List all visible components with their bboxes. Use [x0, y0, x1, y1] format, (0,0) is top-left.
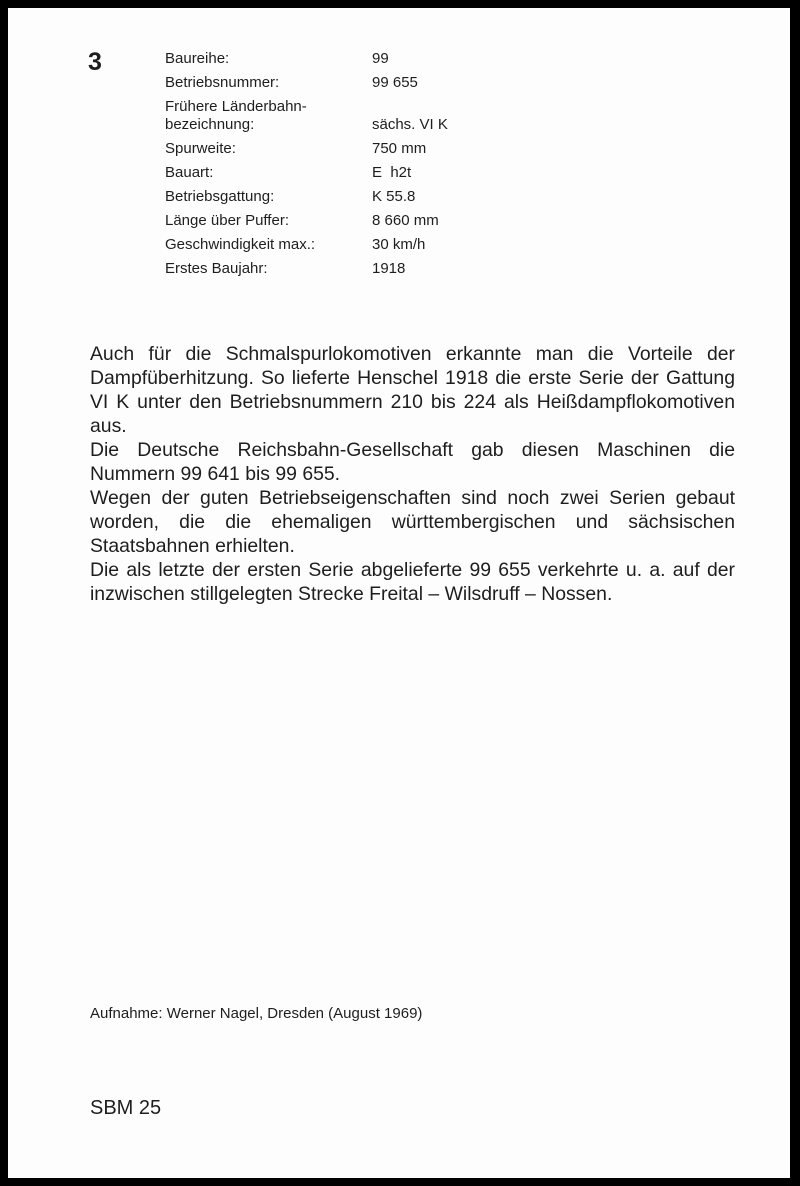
- spec-label: Bauart:: [165, 164, 214, 181]
- spec-table: [165, 50, 448, 284]
- spec-row: [165, 164, 448, 182]
- spec-row: [165, 98, 448, 134]
- spec-row: [165, 140, 448, 158]
- description-paragraph: Auch für die Schmalspurlokomotiven erkannte man die Vorteile der Dampfüberhitzung. So lieferte Henschel 1918 die erste Serie der Gattung VI K unter den Betriebsnummern 210 bis 224 als Heißdampflokomotiven aus.: [90, 343, 735, 437]
- spec-label: Länge über Puffer:: [165, 212, 289, 229]
- spec-value: 1918: [372, 260, 406, 277]
- spec-label: Betriebsgattung:: [165, 188, 275, 205]
- spec-label: Spurweite:: [165, 140, 236, 157]
- spec-row: [165, 188, 448, 206]
- postcard: [8, 8, 790, 1178]
- description-paragraph: Die als letzte der ersten Serie abgelieferte 99 655 verkehrte u. a. auf der inzwischen stillgelegten Strecke Freital – Wilsdruff – Nossen.: [90, 559, 735, 605]
- description-paragraph: Die Deutsche Reichsbahn-Gesellschaft gab diesen Maschinen die Nummern 99 641 bis 99 655.: [90, 439, 735, 485]
- series-code: SBM 25: [90, 1097, 162, 1119]
- spec-row: [165, 260, 448, 278]
- spec-value: 8 660 mm: [372, 212, 439, 229]
- spec-row: [165, 212, 448, 230]
- spec-row: [165, 74, 448, 92]
- description-text: [90, 342, 735, 606]
- card-number: 3: [88, 48, 102, 76]
- spec-row: [165, 50, 448, 68]
- spec-value: sächs. VI K: [372, 116, 448, 133]
- spec-value: E h2t: [372, 164, 412, 181]
- spec-value: 99 655: [372, 74, 418, 91]
- spec-value: 750 mm: [372, 140, 427, 157]
- photo-credit: Aufnahme: Werner Nagel, Dresden (August 1969): [90, 1005, 423, 1022]
- spec-value: K 55.8: [372, 188, 416, 205]
- spec-label: Frühere Länderbahn- bezeichnung:: [165, 98, 307, 133]
- spec-label: Geschwindigkeit max.:: [165, 236, 316, 253]
- spec-label: Erstes Baujahr:: [165, 260, 268, 277]
- spec-label: Baureihe:: [165, 50, 230, 67]
- spec-value: 30 km/h: [372, 236, 426, 253]
- spec-label: Betriebsnummer:: [165, 74, 280, 91]
- spec-row: [165, 236, 448, 254]
- spec-value: 99: [372, 50, 389, 67]
- description-paragraph: Wegen der guten Betriebseigenschaften sind noch zwei Serien gebaut worden, die die ehemaligen württembergischen und sächsischen Staatsbahnen erhielten.: [90, 487, 735, 557]
